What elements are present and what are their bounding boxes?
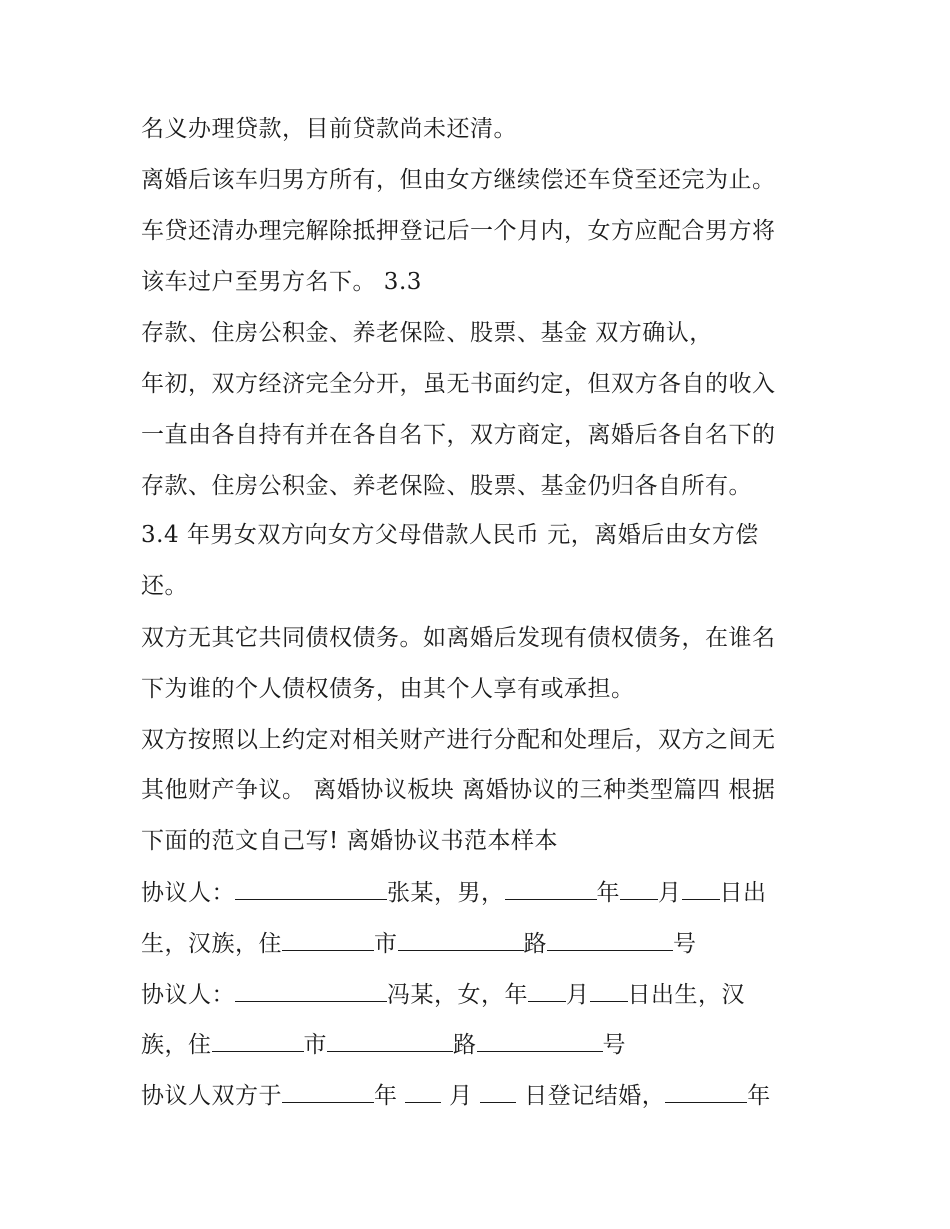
marriage-year-blank[interactable] [282,1080,374,1103]
party1-label: 协议人： [141,880,235,906]
party1-address-label: 生，汉族，住 [141,931,282,957]
party1-blank[interactable] [235,877,387,900]
party2-month-label: 月 [566,982,590,1008]
paragraph-line: 离婚后该车归男方所有，但由女方继续偿还车贷至还完为止。 [141,167,776,193]
party1-city-label: 市 [374,931,398,957]
party2-city-blank[interactable] [212,1029,304,1052]
paragraph-line: 一直由各自持有并在各自名下，双方商定，离婚后各自名下的 [141,422,776,448]
party1-no-label: 号 [673,931,697,957]
party1-month-label: 月 [658,880,682,906]
party2-label: 协议人： [141,982,235,1008]
paragraph-line: 年初，双方经济完全分开，虽无书面约定，但双方各自的收入 [141,371,776,397]
marriage-day-blank[interactable] [480,1080,516,1103]
paragraph-line: 双方无其它共同债权债务。如离婚后发现有债权债务，在谁名 [141,625,776,651]
party2-city-label: 市 [303,1032,327,1058]
party1-line [141,877,767,908]
paragraph-line: 双方按照以上约定对相关财产进行分配和处理后，双方之间无 [141,727,776,753]
party1-month-blank[interactable] [620,877,658,900]
marriage-year2-label: 年 [747,1083,771,1109]
paragraph-line: 下面的范文自己写! 离婚协议书范本样本 [141,828,559,854]
party2-road-blank[interactable] [327,1029,453,1052]
party1-day-blank[interactable] [682,877,720,900]
party2-blank[interactable] [235,979,387,1002]
marriage-year2-blank[interactable] [665,1080,747,1103]
paragraph-line: 存款、住房公积金、养老保险、股票、基金仍归各自所有。 [141,473,752,499]
party1-name: 张某，男， [387,880,505,906]
party2-day-blank[interactable] [590,979,628,1002]
party1-year-label: 年 [596,880,620,906]
party2-name: 冯某，女，年 [387,982,528,1008]
marriage-month-label: 月 [441,1083,481,1109]
paragraph-line: 车贷还清办理完解除抵押登记后一个月内，女方应配合男方将 [141,218,776,244]
paragraph-line: 存款、住房公积金、养老保险、股票、基金 双方确认， [141,320,713,346]
party1-road-label: 路 [523,931,547,957]
party2-address-label: 族，住 [141,1032,212,1058]
party1-year-blank[interactable] [505,877,597,900]
paragraph-line: 下为谁的个人债权债务，由其个人享有或承担。 [141,676,635,702]
party1-city-blank[interactable] [282,928,374,951]
party1-day-label: 日出 [719,880,767,906]
marriage-year-label: 年 [374,1083,406,1109]
party2-line [141,979,745,1010]
paragraph-line: 3.4 年男女双方向女方父母借款人民币 元，离婚后由女方偿 [141,522,759,548]
party2-road-label: 路 [453,1032,477,1058]
paragraph-line: 其他财产争议。 离婚协议板块 离婚协议的三种类型篇四 根据 [141,777,776,803]
marriage-label: 协议人双方于 [141,1083,282,1109]
party1-no-blank[interactable] [547,928,673,951]
paragraph-line: 该车过户至男方名下。 3.3 [141,269,422,295]
marriage-month-blank[interactable] [405,1080,441,1103]
marriage-day-label: 日登记结婚， [516,1083,666,1109]
party2-address-line [141,1029,626,1060]
party2-month-blank[interactable] [528,979,566,1002]
party2-day-label: 日出生，汉 [627,982,745,1008]
party2-no-blank[interactable] [477,1029,603,1052]
party1-address-line [141,928,697,959]
paragraph-line: 名义办理贷款，目前贷款尚未还清。 [141,116,517,142]
paragraph-line: 还。 [141,573,188,599]
party1-road-blank[interactable] [398,928,524,951]
party2-no-label: 号 [602,1032,626,1058]
marriage-line [141,1080,771,1111]
